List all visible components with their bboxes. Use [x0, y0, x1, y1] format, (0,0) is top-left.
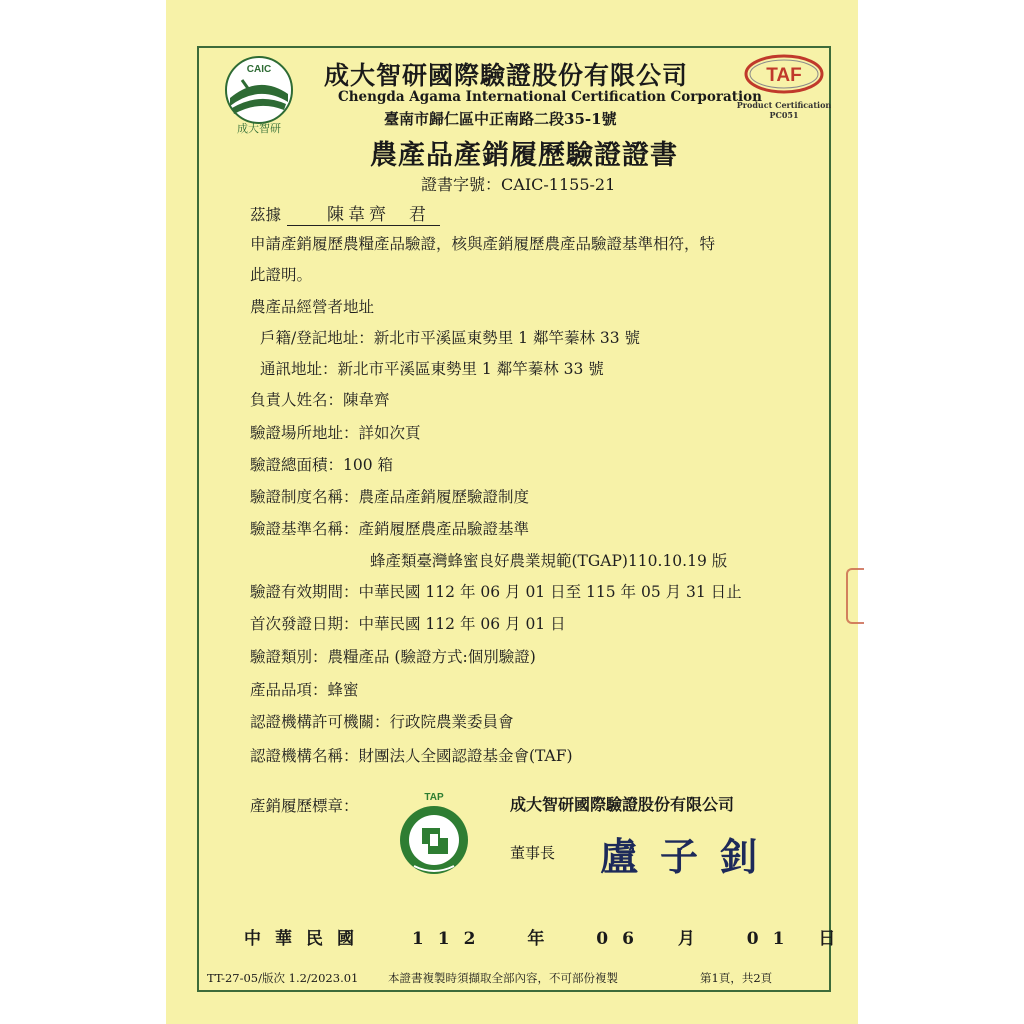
page-indicator: 第1頁，共2頁 [700, 971, 773, 985]
issue-date-year: 112 [411, 929, 490, 949]
edge-stamp [846, 568, 864, 624]
issue-date-era: 中華民國 [244, 929, 368, 949]
total-area: 驗證總面積：100 箱 [250, 456, 394, 474]
product-item: 產品品項：蜂蜜 [250, 681, 359, 699]
taf-caption-line1: Product Certification [736, 100, 832, 110]
issue-date-day: 01 [746, 929, 799, 949]
taf-logo-icon [742, 52, 826, 96]
caic-logo-subtext: 成大智研 [237, 122, 281, 135]
seal-label: 產銷履歷標章： [250, 797, 359, 815]
chairman-signature: 盧子釗 [600, 834, 781, 879]
site-address: 驗證場所地址：詳如次頁 [250, 424, 421, 442]
certification-category: 驗證類別：農糧產品 (驗證方式:個別驗證) [250, 648, 536, 666]
taf-logo-text: TAF [766, 65, 802, 86]
company-name-zh: 成大智研國際驗證股份有限公司 [324, 61, 689, 90]
responsible-person: 負責人姓名：陳韋齊 [250, 391, 390, 409]
issue-date-day-unit: 日 [818, 929, 850, 949]
statement-line-2: 此證明。 [250, 266, 313, 284]
issue-date-year-unit: 年 [527, 929, 559, 949]
operator-address-heading: 農產品經營者地址 [250, 298, 375, 316]
copy-notice: 本證書複製時須擷取全部內容，不可部份複製 [388, 971, 618, 985]
issue-date [244, 924, 849, 949]
recipient-prefix: 茲據 [250, 206, 282, 224]
form-number: TT-27-05/版次 1.2/2023.01 [207, 971, 359, 985]
issue-date-month-unit: 月 [677, 929, 709, 949]
scheme-name: 驗證制度名稱：農產品產銷履歷驗證制度 [250, 488, 530, 506]
caic-logo-text: CAIC [246, 64, 272, 75]
cert-no-label: 證書字號： [421, 175, 502, 194]
standard-name: 驗證基準名稱：產銷履歷農產品驗證基準 [250, 520, 530, 538]
tap-logo-text: TAP [424, 792, 444, 803]
validity-period: 驗證有效期間：中華民國 112 年 06 月 01 日至 115 年 05 月 31 日止 [250, 583, 742, 601]
recipient-name: 陳韋齊 [327, 205, 391, 225]
cert-no-value: CAIC-1155-21 [501, 175, 616, 194]
certificate-title: 農產品產銷履歷驗證證書 [370, 140, 678, 171]
company-name-en: Chengda Agama International Certification Corporation [338, 89, 762, 105]
statement-line-1: 申請產銷履歷農糧產品驗證，核與產銷履歷農產品驗證基準相符，特 [250, 235, 716, 253]
recipient-suffix: 君 [408, 205, 430, 225]
licensing-authority: 認證機構許可機關：行政院農業委員會 [250, 713, 514, 731]
certificate-number [421, 172, 615, 195]
recipient-line [250, 200, 440, 226]
caic-logo-icon [222, 54, 296, 136]
standard-subtitle: 蜂產類臺灣蜂蜜良好農業規範(TGAP)110.10.19 版 [370, 552, 728, 570]
recipient-name-block [287, 200, 440, 226]
chairman-label: 董事長 [510, 844, 556, 862]
first-issue-date: 首次發證日期：中華民國 112 年 06 月 01 日 [250, 615, 566, 633]
taf-caption [736, 100, 832, 120]
tap-logo-icon [394, 790, 474, 880]
mailing-address: 通訊地址：新北市平溪區東勢里 1 鄰竿蓁林 33 號 [260, 360, 604, 378]
household-address: 戶籍/登記地址：新北市平溪區東勢里 1 鄰竿蓁林 33 號 [260, 329, 641, 347]
issuer-company: 成大智研國際驗證股份有限公司 [510, 795, 735, 814]
accreditation-body: 認證機構名稱：財團法人全國認證基金會(TAF) [250, 747, 573, 765]
company-address: 臺南市歸仁區中正南路二段35-1號 [384, 110, 617, 128]
taf-caption-line2: PC051 [769, 110, 799, 120]
issue-date-month: 06 [596, 929, 648, 949]
